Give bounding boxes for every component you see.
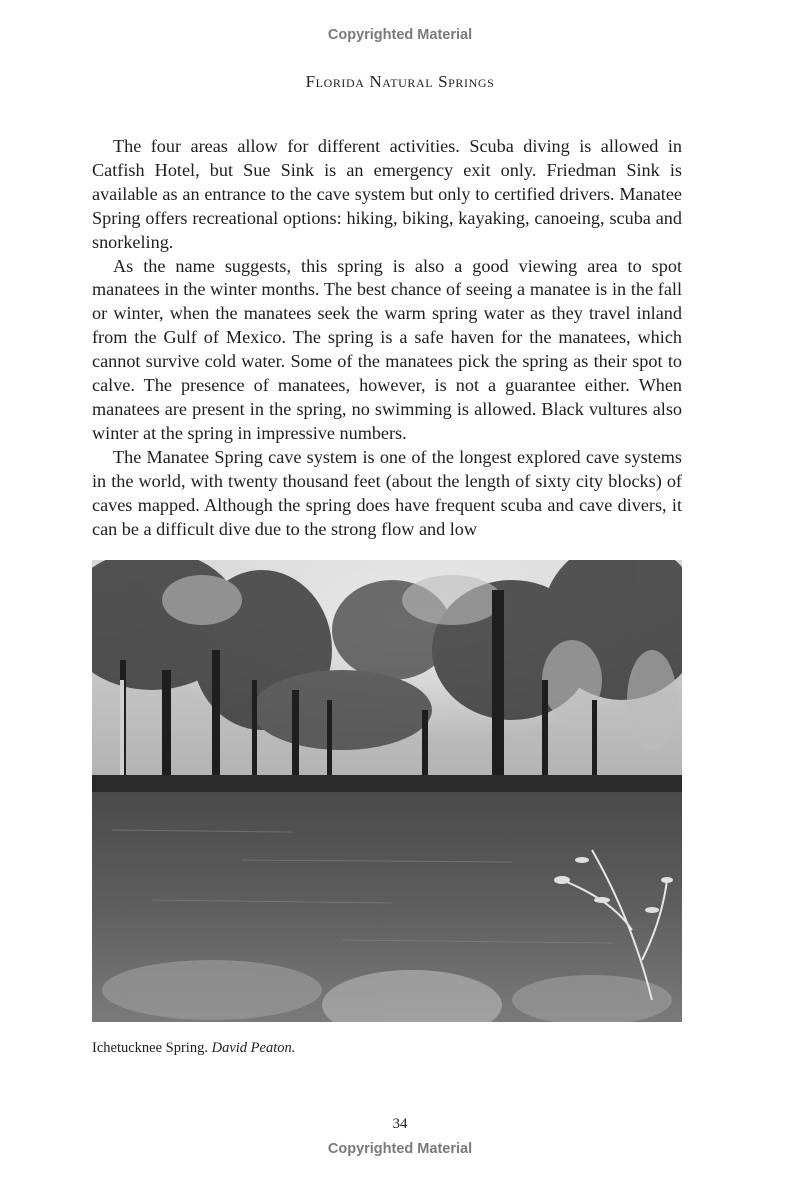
body-text — [92, 135, 682, 541]
photo-caption — [92, 1040, 295, 1057]
copyright-watermark-top: Copyrighted Material — [327, 27, 473, 43]
spring-photograph — [92, 560, 682, 1022]
caption-text: Ichetucknee Spring. — [92, 1040, 208, 1056]
paragraph: The four areas allow for different activities. Scuba diving is allowed in Catfish Hotel, but Sue Sink is an emergency exit only. Friedman Sink is available as an entrance to the cave system but only to certified drivers. Manatee Spring offers recreational options: hiking, biking, kayaking, canoeing, scuba and snorkeling. — [92, 136, 682, 252]
page-number: 34 — [392, 1116, 408, 1132]
paragraph: As the name suggests, this spring is also a good viewing area to spot manatees in the winter months. The best chance of seeing a manatee is in the fall or winter, when the manatees seek the warm spring water as they travel inland from the Gulf of Mexico. The spring is a safe haven for the manatees, which cannot survive cold water. Some of the manatees pick the spring as their spot to calve. The presence of manatees, however, is not a guarantee either. When manatees are present in the spring, no swimming is allowed. Black vultures also winter at the spring in impressive numbers. — [92, 255, 682, 443]
caption-credit: David Peaton. — [211, 1040, 296, 1056]
running-head: Florida Natural Springs — [305, 72, 495, 91]
paragraph: The Manatee Spring cave system is one of the longest explored cave systems in the world, with twenty thousand feet (about the length of sixty city blocks) of caves mapped. Although the spring does have frequent scuba and cave divers, it can be a difficult dive due to the strong flow and low — [92, 446, 682, 539]
copyright-watermark-bottom: Copyrighted Material — [327, 1141, 473, 1157]
